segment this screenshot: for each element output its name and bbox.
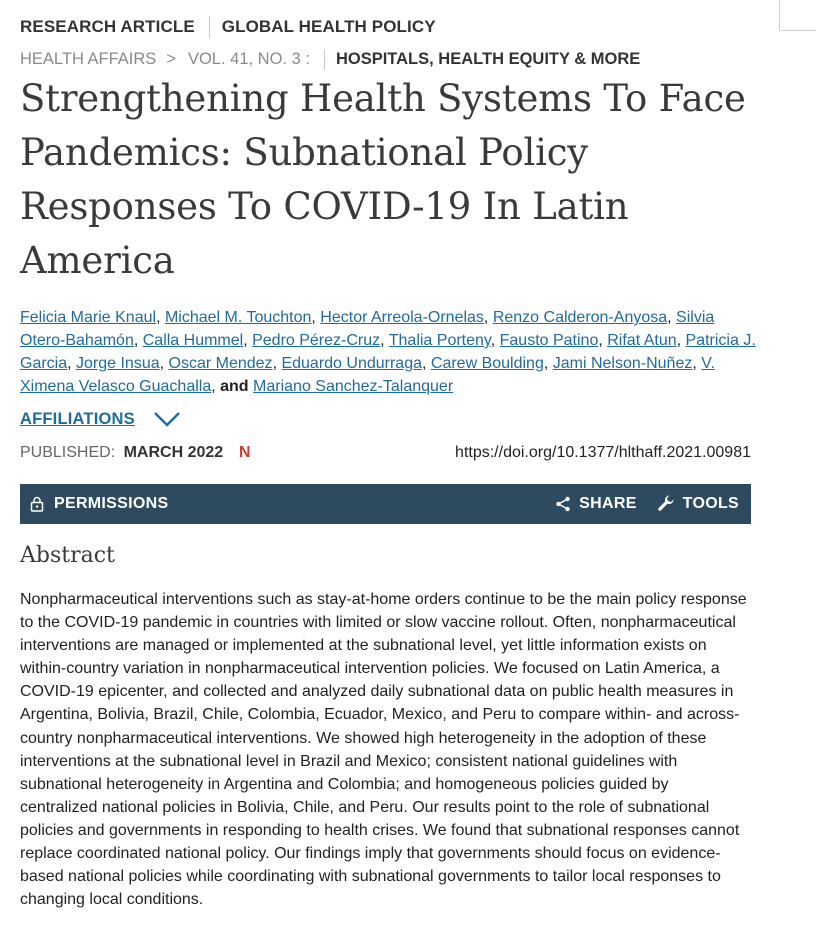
wrench-icon [657, 495, 675, 513]
article-title: Strengthening Health Systems To Face Pandemics: Subnational Policy Responses To COVID-19 In Latin America [20, 77, 746, 282]
author-link[interactable]: Patricia J. Garcia [20, 332, 756, 372]
overlay-mask [254, 440, 348, 485]
author-link[interactable]: V. Ximena Velasco Guachalla [20, 355, 715, 395]
author-link[interactable]: Felicia Marie Knaul [20, 309, 157, 326]
author-link[interactable]: Eduardo Undurraga [281, 355, 422, 372]
author-link[interactable]: Renzo Calderon-Anyosa [492, 309, 668, 326]
share-label: SHARE [579, 495, 637, 512]
author-link[interactable]: Rifat Atun [607, 332, 677, 349]
share-button[interactable] [555, 495, 637, 513]
tools-label: TOOLS [682, 495, 739, 512]
breadcrumb-divider [324, 49, 325, 70]
abstract-heading: Abstract [20, 543, 115, 568]
breadcrumb-issue[interactable]: VOL. 41, NO. 3 : [187, 49, 310, 68]
lock-icon [30, 496, 44, 512]
permissions-label: PERMISSIONS [54, 495, 169, 512]
doi-link[interactable]: https://doi.org/10.1377/hlthaff.2021.00981 [455, 444, 751, 461]
author-link[interactable]: Jorge Insua [76, 355, 160, 372]
author-link[interactable]: Thalia Porteny [388, 332, 491, 349]
author-link[interactable]: Silvia Otero-Bahamón [20, 309, 715, 349]
affiliations-label: AFFILIATIONS [20, 409, 135, 428]
affiliations-toggle[interactable] [20, 406, 181, 432]
breadcrumb-separator: > [166, 49, 176, 68]
abstract-text: Nonpharmaceutical interventions such as stay-at-home orders continue to be the main policy response to the COVID-19 pandemic in countries with limited or slow vaccine rollout. Often, nonpharmaceutical interventions are managed or implemented at the subnational level, yet little information exists on within-country variation in nonpharmaceutical intervention policies. We focused on Latin America, a COVID-19 epicenter, and collected and analyzed daily subnational data on public health measures in Argentina, Bolivia, Brazil, Chile, Colombia, Ecuador, Mexico, and Peru to compare within- and across-country nonpharmaceutical interventions. We showed high heterogeneity in the adoption of these interventions at the subnational level in Brazil and Mexico; consistent national guidelines with subnational heterogeneity in Argentina and Colombia; and homogeneous policies guided by centralized national policies in Bolivia, Chile, and Peru. Our results point to the role of subnational policies and governments in responding to health crises. We found that subnational responses cannot replace coordinated national policy. Our findings imply that governments should focus on evidence-based national policies while coordinating with subnational governments to tailor local responses to changing local conditions. [20, 591, 747, 909]
chevron-down-icon [153, 411, 181, 427]
breadcrumb [20, 48, 640, 70]
author-link[interactable]: Pedro Pérez-Cruz [252, 332, 381, 349]
published-label: PUBLISHED: [20, 444, 116, 461]
publication-info [20, 444, 751, 468]
author-conjunction: and [220, 378, 249, 395]
author-link[interactable]: Michael M. Touchton [164, 309, 312, 326]
breadcrumb-journal[interactable]: HEALTH AFFAIRS [20, 49, 157, 68]
author-link[interactable]: Oscar Mendez [168, 355, 273, 372]
author-link[interactable]: Hector Arreola-Ornelas [320, 309, 484, 326]
corner-box [779, 0, 816, 31]
tools-button[interactable] [657, 495, 739, 513]
permissions-button[interactable] [30, 495, 168, 513]
share-icon [555, 496, 571, 512]
breadcrumb-topic[interactable]: HOSPITALS, HEALTH EQUITY & MORE [335, 49, 641, 68]
author-list: Felicia Marie Knaul, Michael M. Touchton, Hector Arreola-Ornelas, Renzo Calderon-Anyosa, Silvia Otero-Bahamón, Calla Hummel, Pedro Pérez-Cruz, Thalia Porteny, Fausto Patino, Rifat Atun, Patricia J. Garcia, Jorge Insua, Oscar Mendez, Eduardo Undurraga, Carew Boulding, Jami Nelson-Nuñez, V. Ximena Velasco Guachalla, and Mariano Sanchez-Talanquer [20, 309, 756, 395]
truncated-text: N [239, 444, 251, 461]
category-tag[interactable]: GLOBAL HEALTH POLICY [221, 17, 436, 36]
author-link[interactable]: Mariano Sanchez-Talanquer [253, 378, 454, 395]
author-link[interactable]: Fausto Patino [499, 332, 599, 349]
author-link[interactable]: Jami Nelson-Nuñez [552, 355, 693, 372]
article-tags [20, 15, 436, 39]
author-link[interactable]: Calla Hummel [142, 332, 244, 349]
author-link[interactable]: Carew Boulding [430, 355, 544, 372]
tag-divider [209, 16, 210, 38]
article-type-tag: RESEARCH ARTICLE [20, 17, 195, 36]
published-date: MARCH 2022 [123, 444, 224, 461]
article-toolbar [20, 484, 751, 524]
